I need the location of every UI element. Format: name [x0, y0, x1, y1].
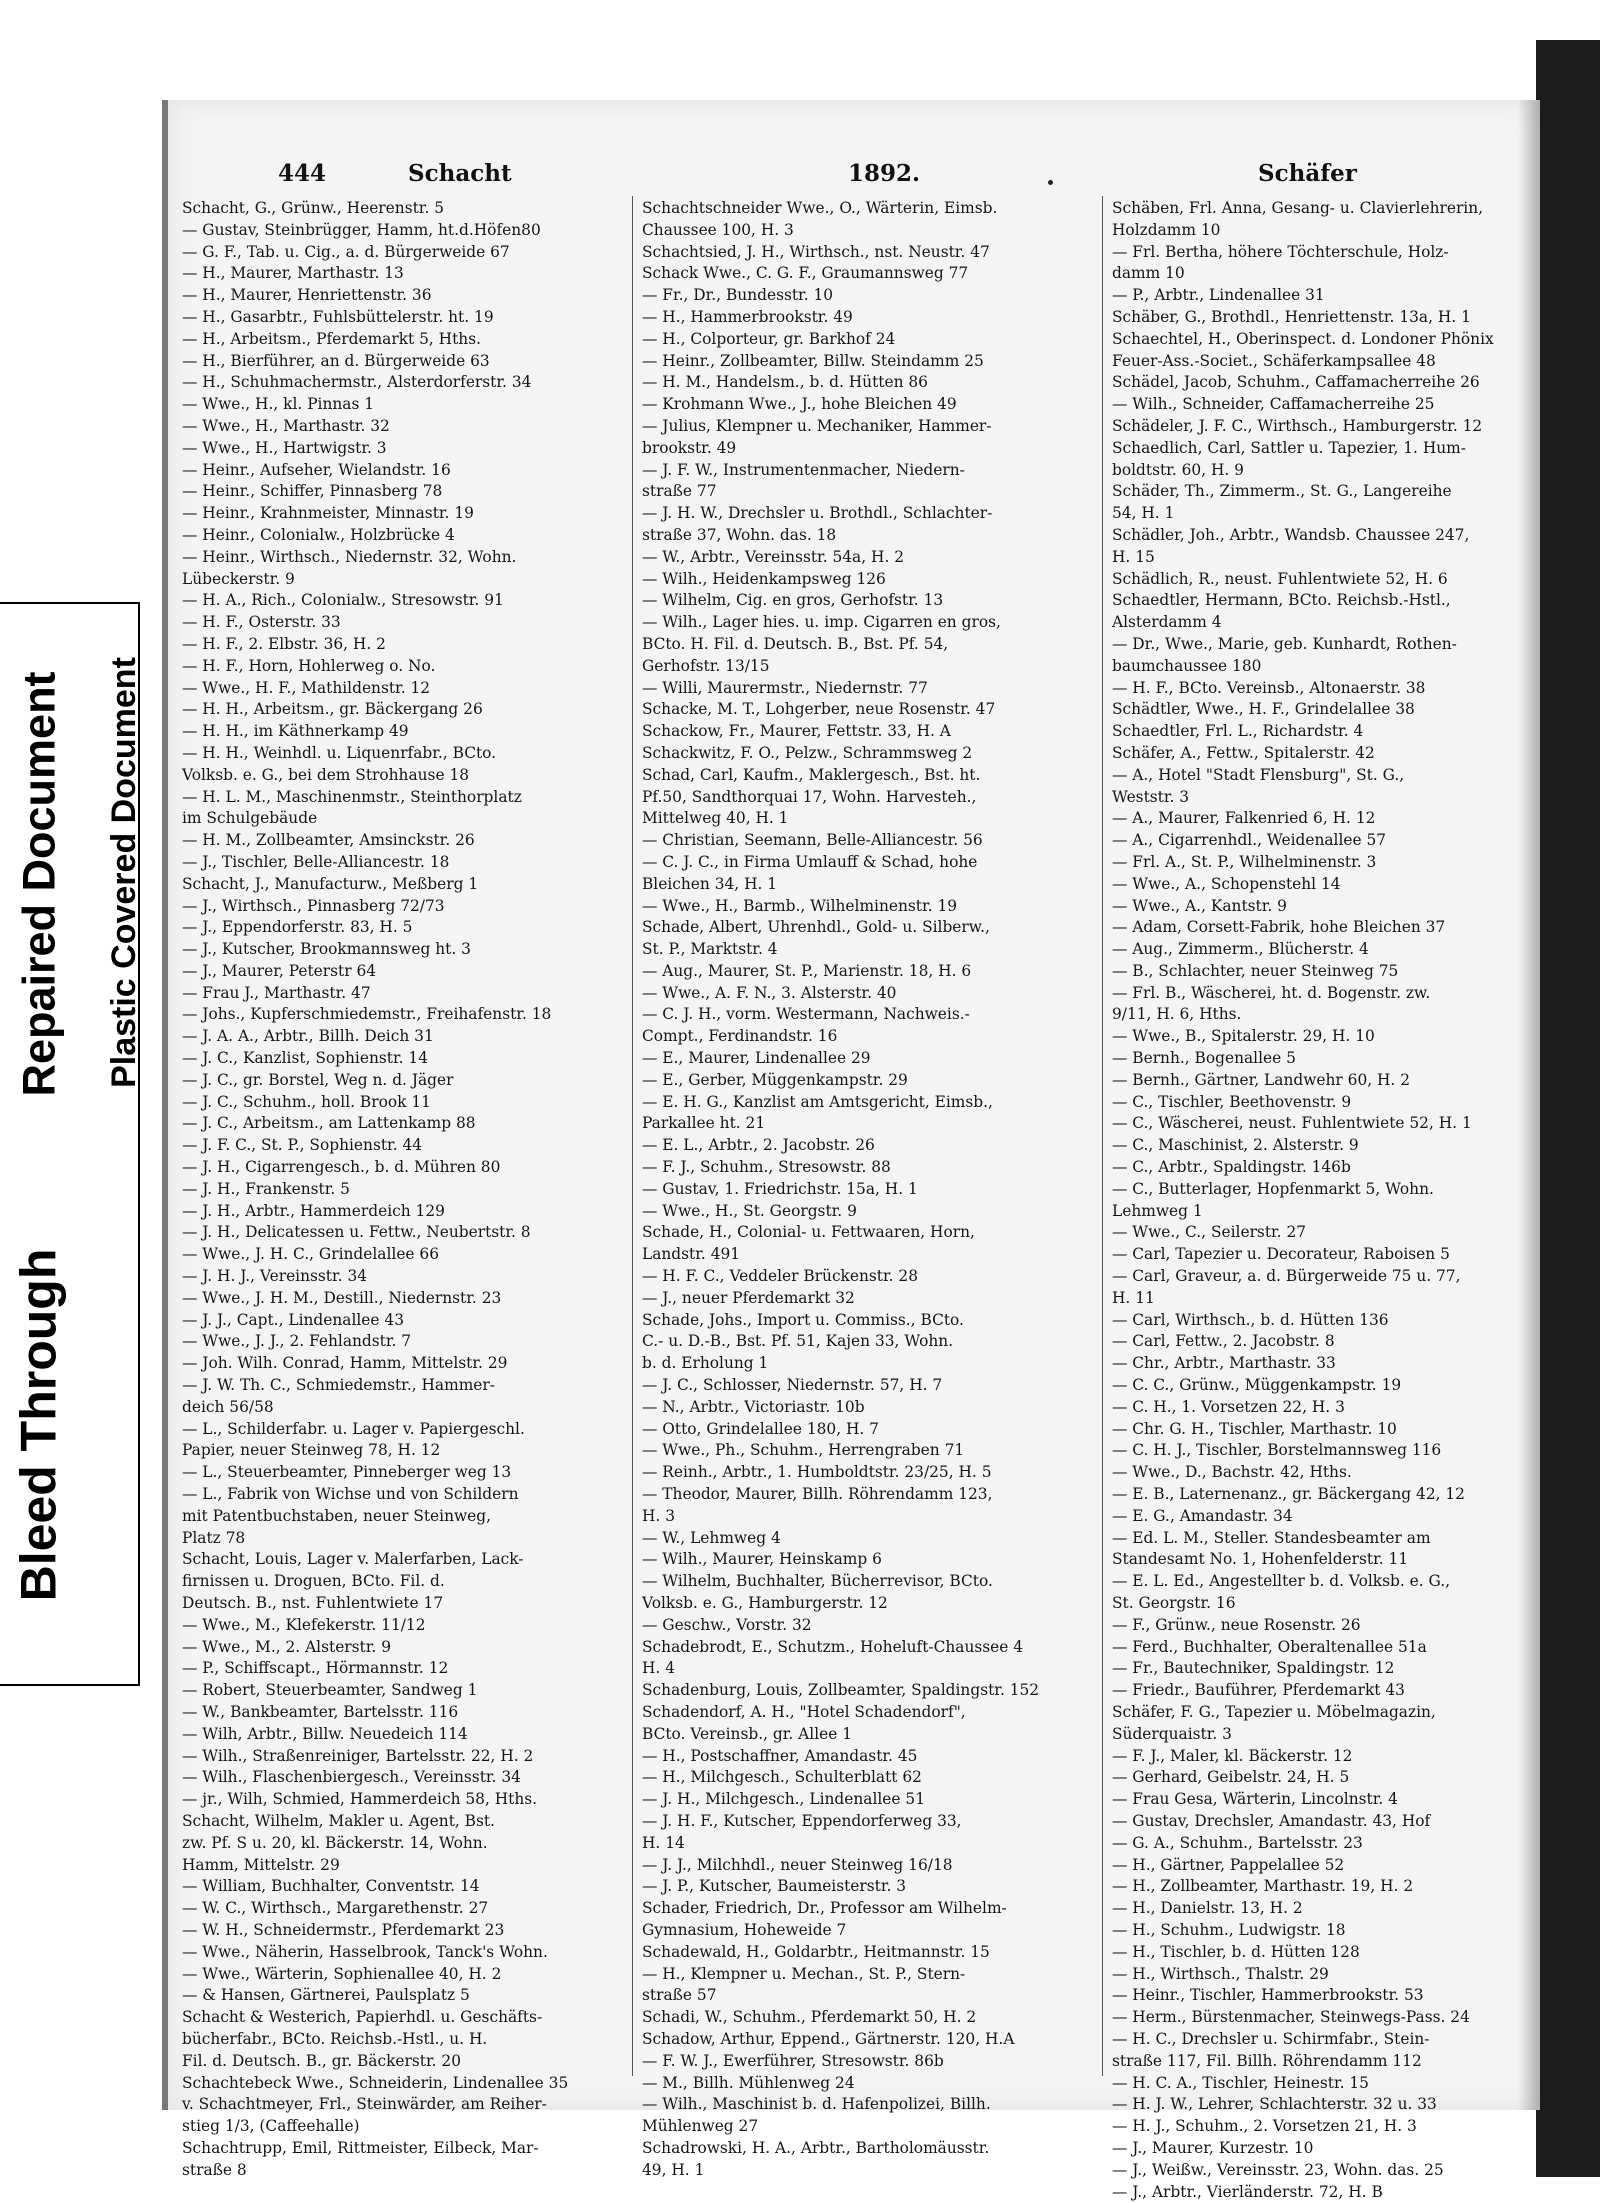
directory-entry: — Wwe., H., Hartwigstr. 3 [182, 438, 387, 457]
directory-entry: — Dr., Wwe., Marie, geb. Kunhardt, Rothen- [1112, 634, 1457, 653]
directory-entry: — H., Milchgesch., Schulterblatt 62 [642, 1768, 922, 1787]
directory-entry: Gerhofstr. 13/15 [642, 656, 770, 675]
directory-entry: — G. F., Tab. u. Cig., a. d. Bürgerweide 67 [182, 242, 510, 261]
directory-entry: Schacht, G., Grünw., Heerenstr. 5 [182, 199, 445, 217]
directory-entry: Schacht, Louis, Lager v. Malerfarben, Lack- [182, 1550, 524, 1569]
directory-entry: damm 10 [1112, 264, 1185, 283]
directory-entry: — F. J., Schuhm., Stresowstr. 88 [642, 1158, 891, 1177]
directory-entry: — J. C., Kanzlist, Sophienstr. 14 [182, 1049, 428, 1068]
directory-entry: — Wwe., M., Klefekerstr. 11/12 [182, 1615, 426, 1634]
directory-entry: — L., Steuerbeamter, Pinneberger weg 13 [182, 1463, 512, 1482]
directory-entry: Schad, Carl, Kaufm., Maklergesch., Bst. ht. [642, 765, 981, 784]
directory-entry: Schadi, W., Schuhm., Pferdemarkt 50, H. 2 [642, 2008, 977, 2027]
directory-entry: — J., Tischler, Belle-Alliancestr. 18 [182, 852, 450, 871]
directory-entry: — Gustav, Drechsler, Amandastr. 43, Hof [1112, 1811, 1431, 1830]
directory-entry: — F., Grünw., neue Rosenstr. 26 [1112, 1615, 1361, 1634]
directory-entry: — E. L., Arbtr., 2. Jacobstr. 26 [642, 1136, 875, 1155]
directory-entry: — Bernh., Gärtner, Landwehr 60, H. 2 [1112, 1070, 1411, 1089]
directory-entry: — Wwe., H., St. Georgstr. 9 [642, 1201, 857, 1220]
directory-entry: — Heinr., Schiffer, Pinnasberg 78 [182, 482, 443, 501]
directory-entry: — Wwe., H., Marthastr. 32 [182, 416, 390, 435]
directory-entry: 49, H. 1 [642, 2160, 705, 2179]
directory-entry: — C., Butterlager, Hopfenmarkt 5, Wohn. [1112, 1179, 1434, 1198]
directory-entry: H. 3 [642, 1506, 675, 1525]
directory-entry: straße 8 [182, 2160, 247, 2179]
directory-entry: Schäber, G., Brothdl., Henriettenstr. 13a, H. 1 [1112, 307, 1471, 326]
directory-entry: — Wwe., Wärterin, Sophienallee 40, H. 2 [182, 1964, 502, 1983]
directory-entry: Schadrowski, H. A., Arbtr., Bartholomäusstr. [642, 2138, 990, 2157]
directory-entry: Schadendorf, A. H., "Hotel Schadendorf", [642, 1702, 966, 1721]
directory-entry: — Wwe., D., Bachstr. 42, Hths. [1112, 1463, 1352, 1482]
directory-entry: — L., Schilderfabr. u. Lager v. Papiergeschl. [182, 1419, 525, 1438]
directory-entry: H. 14 [642, 1833, 685, 1852]
directory-entry: Fil. d. Deutsch. B., gr. Bäckerstr. 20 [182, 2051, 462, 2070]
directory-entry: Schachtsied, J. H., Wirthsch., nst. Neustr. 47 [642, 242, 990, 261]
directory-entry: — Herm., Bürstenmacher, Steinwegs-Pass. 24 [1112, 2008, 1470, 2027]
directory-entry: — Wwe., J. H. C., Grindelallee 66 [182, 1245, 440, 1264]
directory-entry: C.- u. D.-B., Bst. Pf. 51, Kajen 33, Wohn. [642, 1332, 954, 1351]
scanner-edge [1536, 40, 1600, 2177]
directory-entry: Mühlenweg 27 [642, 2117, 759, 2136]
directory-entry: — C., Arbtr., Spaldingstr. 146b [1112, 1158, 1351, 1177]
directory-entry: — H., Wirthsch., Thalstr. 29 [1112, 1964, 1329, 1983]
directory-entry: bücherfabr., BCto. Reichsb.-Hstl., u. H. [182, 2029, 488, 2048]
directory-entry: — H., Colporteur, gr. Barkhof 24 [642, 329, 896, 348]
directory-entry: — J., Maurer, Peterstr 64 [182, 961, 377, 980]
directory-entry: — H. H., Weinhdl. u. Liquenrfabr., BCto. [182, 743, 497, 762]
directory-entry: Schade, H., Colonial- u. Fettwaaren, Horn, [642, 1223, 975, 1242]
directory-entry: — C. J. H., vorm. Westermann, Nachweis.- [642, 1005, 970, 1024]
directory-entry: — Wwe., Näherin, Hasselbrook, Tanck's Wohn. [182, 1942, 548, 1961]
directory-entry: Schäfer, A., Fettw., Spitalerstr. 42 [1112, 743, 1375, 762]
directory-entry: — Theodor, Maurer, Billh. Röhrendamm 123, [642, 1485, 993, 1504]
repaired-document-label: Repaired Document [14, 671, 65, 1097]
directory-entry: — C., Tischler, Beethovenstr. 9 [1112, 1092, 1352, 1111]
directory-entry: — Ferd., Buchhalter, Oberaltenallee 51a [1112, 1637, 1427, 1656]
directory-entry: — J. H. W., Drechsler u. Brothdl., Schlachter- [642, 504, 993, 523]
directory-entry: Schack Wwe., C. G. F., Graumannsweg 77 [642, 264, 969, 283]
page-number: 444 [278, 160, 327, 187]
directory-entry: — Heinr., Zollbeamter, Billw. Steindamm 25 [642, 351, 984, 370]
directory-entry: — Frau Gesa, Wärterin, Lincolnstr. 4 [1112, 1790, 1398, 1809]
directory-entry: — Aug., Maurer, St. P., Marienstr. 18, H. 6 [642, 961, 972, 980]
directory-entry: — Joh. Wilh. Conrad, Hamm, Mittelstr. 29 [182, 1354, 508, 1373]
directory-entry: — Fr., Bautechniker, Spaldingstr. 12 [1112, 1659, 1395, 1678]
directory-entry: — Gustav, 1. Friedrichstr. 15a, H. 1 [642, 1179, 918, 1198]
directory-entry: — Wwe., Ph., Schuhm., Herrengraben 71 [642, 1441, 965, 1460]
directory-entry: Schachtebeck Wwe., Schneiderin, Lindenallee 35 [182, 2073, 569, 2092]
directory-entry: Alsterdamm 4 [1112, 613, 1222, 632]
directory-entry: — H. F., BCto. Vereinsb., Altonaerstr. 38 [1112, 678, 1426, 697]
directory-entry: baumchaussee 180 [1112, 656, 1262, 675]
directory-entry: — Gerhard, Geibelstr. 24, H. 5 [1112, 1768, 1350, 1787]
directory-entry: — H., Danielstr. 13, H. 2 [1112, 1899, 1303, 1918]
directory-entry: Schäder, Th., Zimmerm., St. G., Langereihe [1112, 482, 1452, 501]
directory-entry: — H. M., Handelsm., b. d. Hütten 86 [642, 373, 928, 392]
directory-entry: Schade, Albert, Uhrenhdl., Gold- u. Silberw., [642, 918, 990, 937]
directory-entry: — A., Maurer, Falkenried 6, H. 12 [1112, 809, 1376, 828]
directory-entry: Schacht, J., Manufacturw., Meßberg 1 [182, 874, 479, 893]
directory-entry: — Wilh., Flaschenbiergesch., Vereinsstr. 34 [182, 1768, 521, 1787]
directory-entry: — H., Tischler, b. d. Hütten 128 [1112, 1942, 1360, 1961]
directory-entry: — C. J. C., in Firma Umlauff & Schad, hohe [642, 852, 978, 871]
directory-entry: — Bernh., Bogenallee 5 [1112, 1049, 1296, 1068]
directory-entry: Schader, Friedrich, Dr., Professor am Wilhelm- [642, 1899, 1007, 1918]
directory-entry: straße 57 [642, 1986, 717, 2005]
directory-entry: — C. H., 1. Vorsetzen 22, H. 3 [1112, 1397, 1345, 1416]
directory-entry: — E., Maurer, Lindenallee 29 [642, 1049, 871, 1068]
directory-entry: — Gustav, Steinbrügger, Hamm, ht.d.Höfen80 [182, 220, 541, 239]
directory-entry: Schackwitz, F. O., Pelzw., Schrammsweg 2 [642, 743, 973, 762]
directory-entry: Papier, neuer Steinweg 78, H. 12 [182, 1441, 441, 1460]
directory-entry: — H., Zollbeamter, Marthastr. 19, H. 2 [1112, 1877, 1414, 1896]
directory-entry: — Geschw., Vorstr. 32 [642, 1615, 812, 1634]
directory-entry: — Heinr., Wirthsch., Niedernstr. 32, Wohn. [182, 547, 517, 566]
directory-entry: Compt., Ferdinandstr. 16 [642, 1027, 838, 1046]
column-2 [642, 198, 1050, 2182]
header-year: 1892. [848, 160, 921, 187]
directory-entry: — E. B., Laternenanz., gr. Bäckergang 42, 12 [1112, 1485, 1465, 1504]
directory-entry: — Wilh., Schneider, Caffamacherreihe 25 [1112, 395, 1435, 414]
directory-entry: Standesamt No. 1, Hohenfelderstr. 11 [1112, 1550, 1409, 1569]
directory-entry: — Chr. G. H., Tischler, Marthastr. 10 [1112, 1419, 1397, 1438]
directory-entry: — J. J., Capt., Lindenallee 43 [182, 1310, 404, 1329]
directory-entry: BCto. Vereinsb., gr. Allee 1 [642, 1724, 853, 1743]
directory-entry: — J., Arbtr., Vierländerstr. 72, H. B [1112, 2182, 1383, 2201]
directory-entry: — F. W. J., Ewerführer, Stresowstr. 86b [642, 2051, 944, 2070]
directory-entry: — Wilh., Maurer, Heinskamp 6 [642, 1550, 882, 1569]
directory-entry: — Wilh., Heidenkampsweg 126 [642, 569, 886, 588]
directory-entry: — B., Schlachter, neuer Steinweg 75 [1112, 961, 1399, 980]
directory-entry: deich 56/58 [182, 1397, 274, 1416]
directory-entry: — E., Gerber, Müggenkampstr. 29 [642, 1070, 908, 1089]
directory-entry: Lübeckerstr. 9 [182, 569, 295, 588]
directory-entry: — Christian, Seemann, Belle-Alliancestr. 56 [642, 831, 983, 850]
directory-entry: — J. H., Cigarrengesch., b. d. Mühren 80 [182, 1158, 501, 1177]
directory-entry: Weststr. 3 [1112, 787, 1190, 806]
directory-entry: — Aug., Zimmerm., Blücherstr. 4 [1112, 940, 1369, 959]
directory-entry: straße 77 [642, 482, 717, 501]
directory-entry: — J., Maurer, Kurzestr. 10 [1112, 2138, 1314, 2157]
directory-entry: — F. J., Maler, kl. Bäckerstr. 12 [1112, 1746, 1353, 1765]
directory-entry: — Wilh., Maschinist b. d. Hafenpolizei, Billh. [642, 2095, 991, 2114]
directory-entry: — Wilhelm, Buchhalter, Bücherrevisor, BCto. [642, 1572, 993, 1591]
directory-entry: — A., Hotel "Stadt Flensburg", St. G., [1112, 765, 1405, 784]
directory-entry: — H. J. W., Lehrer, Schlachterstr. 32 u. 33 [1112, 2095, 1437, 2114]
directory-entry: — & Hansen, Gärtnerei, Paulsplatz 5 [182, 1986, 470, 2005]
directory-entry: Schädler, Joh., Arbtr., Wandsb. Chaussee 247, [1112, 525, 1470, 544]
directory-entry: — J. F. C., St. P., Sophienstr. 44 [182, 1136, 423, 1155]
directory-entry: — J. J., Milchhdl., neuer Steinweg 16/18 [642, 1855, 953, 1874]
directory-entry: — Wilhelm, Cig. en gros, Gerhofstr. 13 [642, 591, 944, 610]
directory-entry: — Chr., Arbtr., Marthastr. 33 [1112, 1354, 1336, 1373]
directory-entry: Schackow, Fr., Maurer, Fettstr. 33, H. A [642, 722, 951, 741]
directory-entry: Feuer-Ass.-Societ., Schäferkampsallee 48 [1112, 351, 1436, 370]
directory-entry: — J. C., Schuhm., holl. Brook 11 [182, 1092, 431, 1111]
directory-page [162, 100, 1540, 2201]
directory-entry: brookstr. 49 [642, 438, 737, 457]
directory-entry: Schädtler, Wwe., H. F., Grindelallee 38 [1112, 700, 1415, 719]
directory-entry: — J. H., Delicatessen u. Fettw., Neubertstr. 8 [182, 1223, 531, 1242]
directory-entry: — H., Maurer, Marthastr. 13 [182, 264, 404, 283]
directory-entry: firnissen u. Droguen, BCto. Fil. d. [182, 1572, 445, 1591]
directory-entry: — E. L. Ed., Angestellter b. d. Volksb. e. G., [1112, 1572, 1451, 1591]
directory-entry: St. Georgstr. 16 [1112, 1594, 1236, 1612]
directory-entry: Landstr. 491 [642, 1245, 741, 1264]
directory-entry: Schadenburg, Louis, Zollbeamter, Spaldingstr. 152 [642, 1681, 1040, 1700]
directory-entry: Pf.50, Sandthorquai 17, Wohn. Harvesteh., [642, 787, 977, 806]
directory-entry: — Friedr., Bauführer, Pferdemarkt 43 [1112, 1681, 1405, 1700]
directory-entry: Schadewald, H., Goldarbtr., Heitmannstr. 15 [642, 1942, 990, 1961]
directory-entry: — H. J., Schuhm., 2. Vorsetzen 21, H. 3 [1112, 2117, 1417, 2136]
directory-entry: — J., Eppendorferstr. 83, H. 5 [182, 918, 413, 937]
directory-entry: — H., Schuhm., Ludwigstr. 18 [1112, 1920, 1346, 1939]
directory-entry: — J. F. W., Instrumentenmacher, Niedern- [642, 460, 965, 479]
directory-entry: — Heinr., Tischler, Hammerbrookstr. 53 [1112, 1986, 1424, 2005]
directory-entry: H. 11 [1112, 1288, 1155, 1307]
directory-entry: — H., Gärtner, Pappelallee 52 [1112, 1855, 1345, 1874]
directory-entry: — J. C., gr. Borstel, Weg n. d. Jäger [182, 1070, 454, 1089]
directory-entry: straße 117, Fil. Billh. Röhrendamm 112 [1112, 2051, 1422, 2070]
directory-entry: — H., Schuhmachermstr., Alsterdorferstr. 34 [182, 373, 532, 392]
directory-entry: Parkallee ht. 21 [642, 1114, 766, 1133]
directory-entry: Schacke, M. T., Lohgerber, neue Rosenstr. 47 [642, 700, 996, 719]
directory-entry: Chaussee 100, H. 3 [642, 220, 794, 239]
directory-entry: — Heinr., Colonialw., Holzbrücke 4 [182, 525, 455, 544]
directory-entry: — H. H., Arbeitsm., gr. Bäckergang 26 [182, 700, 483, 719]
directory-entry: Schaedtler, Hermann, BCto. Reichsb.-Hstl., [1112, 591, 1451, 610]
directory-entry: H. 4 [642, 1659, 675, 1678]
directory-entry: — C. C., Grünw., Müggenkampstr. 19 [1112, 1376, 1402, 1395]
directory-entry: Schachtschneider Wwe., O., Wärterin, Eimsb. [642, 199, 998, 217]
directory-entry: — H. H., im Käthnerkamp 49 [182, 722, 409, 741]
column-3 [1112, 198, 1528, 2203]
directory-entry: — H. F., 2. Elbstr. 36, H. 2 [182, 634, 386, 653]
column-rule-2 [1102, 196, 1103, 2076]
directory-entry: — C., Maschinist, 2. Alsterstr. 9 [1112, 1136, 1359, 1155]
header-left-word: Schacht [408, 160, 512, 187]
directory-entry: — N., Arbtr., Victoriastr. 10b [642, 1397, 865, 1416]
directory-entry: — J. P., Kutscher, Baumeisterstr. 3 [642, 1877, 907, 1896]
directory-entry: — Carl, Graveur, a. d. Bürgerweide 75 u. 77, [1112, 1267, 1461, 1286]
directory-entry: Schädlich, R., neust. Fuhlentwiete 52, H. 6 [1112, 569, 1448, 588]
directory-entry: — Wwe., H., Barmb., Wilhelminenstr. 19 [642, 896, 958, 915]
directory-entry: im Schulgebäude [182, 809, 318, 828]
directory-entry: — H., Hammerbrookstr. 49 [642, 307, 853, 326]
directory-entry: b. d. Erholung 1 [642, 1354, 769, 1373]
directory-entry: — J., Wirthsch., Pinnasberg 72/73 [182, 896, 445, 915]
directory-entry: H. 15 [1112, 547, 1155, 566]
directory-entry: — L., Fabrik von Wichse und von Schildern [182, 1485, 519, 1504]
directory-entry: — Wilh, Arbtr., Billw. Neuedeich 114 [182, 1724, 468, 1743]
directory-entry: — J. H. J., Vereinsstr. 34 [182, 1267, 368, 1286]
directory-entry: Schädeler, J. F. C., Wirthsch., Hamburgerstr. 12 [1112, 416, 1483, 435]
directory-entry: — H. M., Zollbeamter, Amsinckstr. 26 [182, 831, 475, 850]
bleed-through-label: Bleed Through [10, 1248, 67, 1602]
directory-entry: — H., Bierführer, an d. Bürgerweide 63 [182, 351, 490, 370]
directory-entry: — J., Kutscher, Brookmannsweg ht. 3 [182, 940, 471, 959]
plastic-covered-label: Plastic Covered Document [104, 656, 143, 1088]
directory-entry: — G. A., Schuhm., Bartelsstr. 23 [1112, 1833, 1363, 1852]
directory-entry: — J., neuer Pferdemarkt 32 [642, 1288, 855, 1307]
directory-entry: Hamm, Mittelstr. 29 [182, 1855, 340, 1874]
column-rule-1 [632, 196, 633, 2076]
directory-entry: — Reinh., Arbtr., 1. Humboldtstr. 23/25, H. 5 [642, 1463, 992, 1482]
directory-entry: — H. F., Horn, Hohlerweg o. No. [182, 656, 436, 675]
directory-entry: — Wwe., C., Seilerstr. 27 [1112, 1223, 1307, 1242]
directory-entry: 9/11, H. 6, Hths. [1112, 1005, 1242, 1024]
directory-entry: v. Schachtmeyer, Frl., Steinwärder, am Reiher- [182, 2095, 547, 2114]
directory-entry: Schäfer, F. G., Tapezier u. Möbelmagazin, [1112, 1702, 1436, 1721]
directory-entry: Schachtrupp, Emil, Rittmeister, Eilbeck, Mar- [182, 2138, 539, 2157]
directory-entry: — jr., Wilh, Schmied, Hammerdeich 58, Hths. [182, 1790, 538, 1809]
directory-entry: Holzdamm 10 [1112, 220, 1221, 239]
directory-entry: Mittelweg 40, H. 1 [642, 809, 789, 828]
directory-entry: — W., Lehmweg 4 [642, 1528, 781, 1547]
directory-entry: — P., Schiffscapt., Hörmannstr. 12 [182, 1659, 449, 1678]
directory-entry: Süderquaistr. 3 [1112, 1724, 1232, 1743]
directory-entry: BCto. H. Fil. d. Deutsch. B., Bst. Pf. 54, [642, 634, 949, 653]
directory-entry: — Krohmann Wwe., J., hohe Bleichen 49 [642, 395, 957, 414]
directory-entry: Schadebrodt, E., Schutzm., Hoheluft-Chaussee 4 [642, 1637, 1024, 1656]
column-1 [182, 198, 590, 2182]
directory-entry: — Willi, Maurermstr., Niedernstr. 77 [642, 678, 928, 697]
directory-entry: — H. L. M., Maschinenmstr., Steinthorplatz [182, 787, 522, 806]
directory-entry: — Otto, Grindelallee 180, H. 7 [642, 1419, 879, 1438]
directory-entry: — H., Maurer, Henriettenstr. 36 [182, 286, 432, 305]
directory-entry: — H. C., Drechsler u. Schirmfabr., Stein- [1112, 2029, 1430, 2048]
directory-entry: — J., Weißw., Vereinsstr. 23, Wohn. das. 25 [1112, 2160, 1444, 2179]
directory-entry: — Wwe., B., Spitalerstr. 29, H. 10 [1112, 1027, 1375, 1046]
directory-entry: — Wwe., M., 2. Alsterstr. 9 [182, 1637, 391, 1656]
directory-entry: Gymnasium, Hoheweide 7 [642, 1920, 847, 1939]
directory-entry: — J. H. F., Kutscher, Eppendorferweg 33, [642, 1811, 962, 1830]
directory-entry: — J. H., Arbtr., Hammerdeich 129 [182, 1201, 445, 1220]
directory-entry: — W., Arbtr., Vereinsstr. 54a, H. 2 [642, 547, 905, 566]
directory-entry: straße 37, Wohn. das. 18 [642, 525, 837, 544]
directory-entry: — William, Buchhalter, Conventstr. 14 [182, 1877, 480, 1896]
directory-entry: 54, H. 1 [1112, 504, 1175, 523]
directory-entry: — Wwe., H., kl. Pinnas 1 [182, 395, 375, 414]
directory-entry: — Wwe., H. F., Mathildenstr. 12 [182, 678, 431, 697]
directory-entry: — Wwe., J. H. M., Destill., Niedernstr. 23 [182, 1288, 502, 1307]
directory-entry: — Ed. L. M., Steller. Standesbeamter am [1112, 1528, 1431, 1547]
directory-entry: Schaedlich, Carl, Sattler u. Tapezier, 1. Hum- [1112, 438, 1466, 457]
directory-entry: Volksb. e. G., bei dem Strohhause 18 [182, 765, 470, 784]
directory-entry: — J. A. A., Arbtr., Billh. Deich 31 [182, 1027, 434, 1046]
directory-entry: Schacht, Wilhelm, Makler u. Agent, Bst. [182, 1811, 495, 1830]
directory-entry: — M., Billh. Mühlenweg 24 [642, 2073, 855, 2092]
directory-entry: — Johs., Kupferschmiedemstr., Freihafenstr. 18 [182, 1005, 552, 1024]
header-right-word: Schäfer [1258, 160, 1357, 187]
directory-entry: — H. F., Osterstr. 33 [182, 613, 341, 632]
directory-entry: — E. H. G., Kanzlist am Amtsgericht, Eimsb., [642, 1092, 993, 1111]
directory-entry: Platz 78 [182, 1528, 246, 1547]
directory-entry: — Fr., Dr., Bundesstr. 10 [642, 286, 834, 305]
directory-entry: — E. G., Amandastr. 34 [1112, 1506, 1293, 1525]
directory-entry: — Wilh., Straßenreiniger, Bartelsstr. 22, H. 2 [182, 1746, 534, 1765]
directory-entry: — H., Klempner u. Mechan., St. P., Stern- [642, 1964, 966, 1983]
directory-entry: — H., Gasarbtr., Fuhlsbüttelerstr. ht. 19 [182, 307, 494, 326]
directory-entry: — W. C., Wirthsch., Margarethenstr. 27 [182, 1899, 489, 1918]
directory-entry: — Heinr., Krahnmeister, Minnastr. 19 [182, 504, 474, 523]
directory-entry: — C. H. J., Tischler, Borstelmannsweg 116 [1112, 1441, 1442, 1460]
directory-entry: — J. C., Schlosser, Niedernstr. 57, H. 7 [642, 1376, 943, 1395]
directory-entry: — Wwe., J. J., 2. Fehlandstr. 7 [182, 1332, 412, 1351]
directory-entry: — Frau J., Marthastr. 47 [182, 983, 371, 1002]
directory-entry: — H., Postschaffner, Amandastr. 45 [642, 1746, 918, 1765]
directory-entry: — Robert, Steuerbeamter, Sandweg 1 [182, 1681, 478, 1700]
directory-entry: Schäben, Frl. Anna, Gesang- u. Clavierlehrerin, [1112, 199, 1484, 217]
directory-entry: — H., Arbeitsm., Pferdemarkt 5, Hths. [182, 329, 481, 348]
directory-entry: — W. H., Schneidermstr., Pferdemarkt 23 [182, 1920, 505, 1939]
directory-entry: — H. C. A., Tischler, Heinestr. 15 [1112, 2073, 1369, 2092]
directory-entry: — Wwe., A., Kantstr. 9 [1112, 896, 1287, 915]
directory-entry: Schädel, Jacob, Schuhm., Caffamacherreihe 26 [1112, 373, 1480, 392]
directory-entry: — Frl. B., Wäscherei, ht. d. Bogenstr. zw. [1112, 983, 1431, 1002]
directory-entry: zw. Pf. S u. 20, kl. Bäckerstr. 14, Wohn. [182, 1833, 488, 1852]
directory-entry: — P., Arbtr., Lindenallee 31 [1112, 286, 1325, 305]
directory-entry: boldtstr. 60, H. 9 [1112, 460, 1244, 479]
directory-entry: St. P., Marktstr. 4 [642, 940, 778, 959]
directory-entry: — A., Cigarrenhdl., Weidenallee 57 [1112, 831, 1387, 850]
directory-entry: — J. C., Arbeitsm., am Lattenkamp 88 [182, 1114, 476, 1133]
directory-entry: — J. W. Th. C., Schmiedemstr., Hammer- [182, 1376, 495, 1395]
directory-entry: Schacht & Westerich, Papierhdl. u. Geschäfts- [182, 2008, 543, 2027]
directory-entry: — Carl, Wirthsch., b. d. Hütten 136 [1112, 1310, 1389, 1329]
directory-entry: — Adam, Corsett-Fabrik, hohe Bleichen 37 [1112, 918, 1446, 937]
directory-entry: — Wwe., A. F. N., 3. Alsterstr. 40 [642, 983, 897, 1002]
print-mark [1048, 180, 1053, 185]
directory-entry: Deutsch. B., nst. Fuhlentwiete 17 [182, 1594, 444, 1612]
directory-entry: — H. F. C., Veddeler Brückenstr. 28 [642, 1267, 919, 1286]
directory-entry: Volksb. e. G., Hamburgerstr. 12 [642, 1594, 888, 1612]
directory-entry: — J. H., Milchgesch., Lindenallee 51 [642, 1790, 925, 1809]
directory-entry: Lehmweg 1 [1112, 1201, 1203, 1220]
directory-entry: — Frl. A., St. P., Wilhelminenstr. 3 [1112, 852, 1377, 871]
directory-entry: — C., Wäscherei, neust. Fuhlentwiete 52, H. 1 [1112, 1114, 1472, 1133]
directory-entry: Schaechtel, H., Oberinspect. d. Londoner Phönix [1112, 329, 1494, 348]
directory-entry: — Carl, Tapezier u. Decorateur, Raboisen 5 [1112, 1245, 1450, 1264]
directory-entry: Schaedtler, Frl. L., Richardstr. 4 [1112, 722, 1364, 741]
directory-entry: — Wwe., A., Schopenstehl 14 [1112, 874, 1341, 893]
directory-entry: — Heinr., Aufseher, Wielandstr. 16 [182, 460, 451, 479]
directory-entry: Schade, Johs., Import u. Commiss., BCto. [642, 1310, 964, 1329]
directory-entry: Bleichen 34, H. 1 [642, 874, 778, 893]
directory-entry: stieg 1/3, (Caffeehalle) [182, 2117, 360, 2136]
directory-entry: — Frl. Bertha, höhere Töchterschule, Holz- [1112, 242, 1449, 261]
directory-entry: — W., Bankbeamter, Bartelsstr. 116 [182, 1702, 459, 1721]
directory-entry: mit Patentbuchstaben, neuer Steinweg, [182, 1506, 492, 1525]
directory-entry: — Carl, Fettw., 2. Jacobstr. 8 [1112, 1332, 1335, 1351]
directory-entry: Schadow, Arthur, Eppend., Gärtnerstr. 120, H.A [642, 2029, 1015, 2048]
directory-entry: — J. H., Frankenstr. 5 [182, 1179, 350, 1198]
directory-entry: — H. A., Rich., Colonialw., Stresowstr. 91 [182, 591, 504, 610]
directory-entry: — Wilh., Lager hies. u. imp. Cigarren en gros, [642, 613, 1001, 632]
directory-entry: — Julius, Klempner u. Mechaniker, Hammer- [642, 416, 992, 435]
